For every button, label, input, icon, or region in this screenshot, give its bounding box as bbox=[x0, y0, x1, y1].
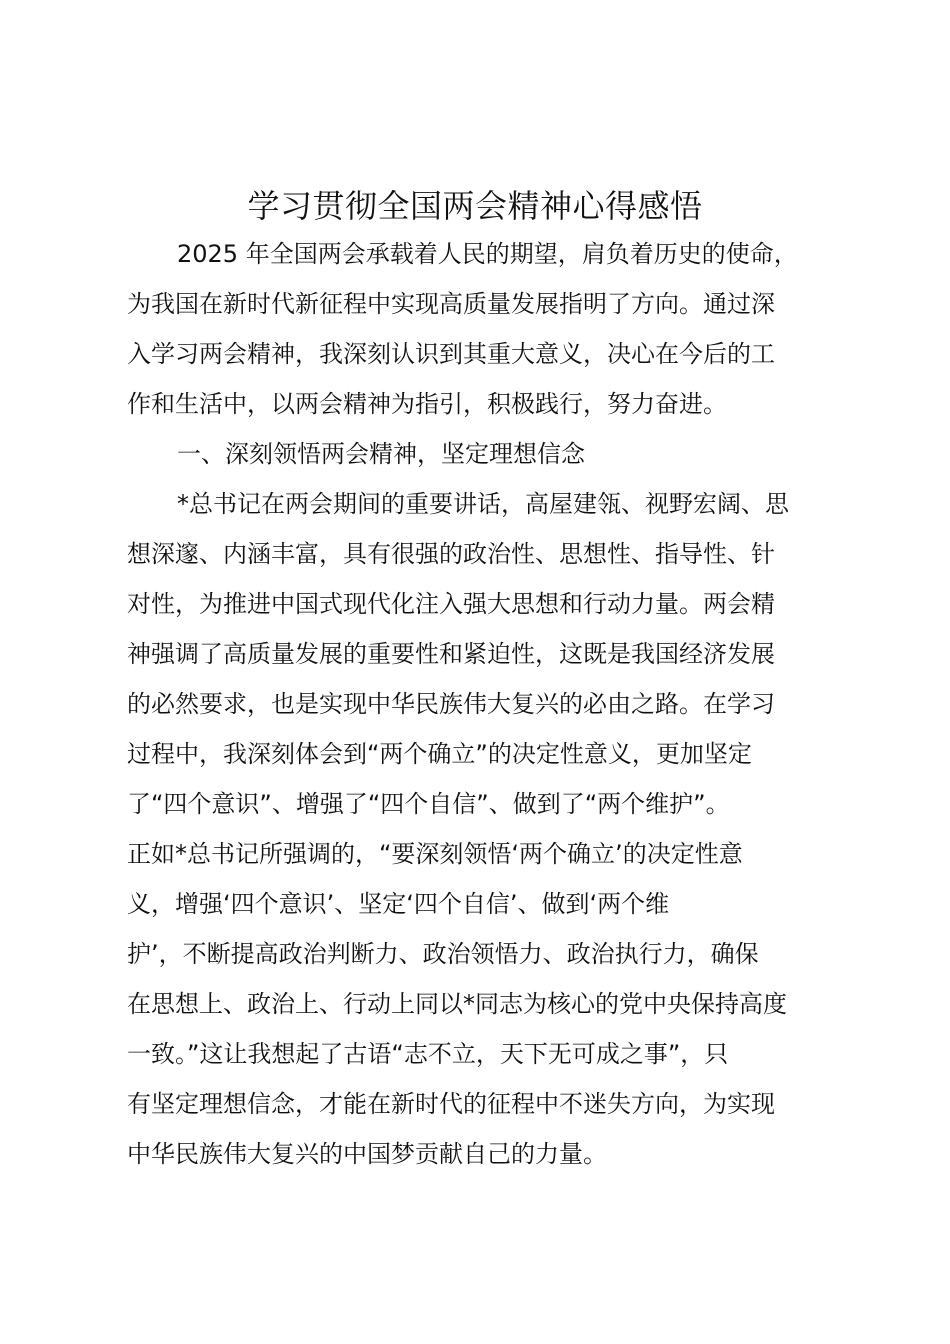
paragraph-2-line-1: *总书记在两会期间的重要讲话，高屋建瓴、视野宏阔、思 bbox=[177, 490, 789, 518]
paragraph-2-line-6: 过程中，我深刻体会到“两个确立”的决定性意义，更加坚定 bbox=[127, 740, 752, 768]
paragraph-2-line-5: 的必然要求，也是实现中华民族伟大复兴的必由之路。在学习 bbox=[127, 690, 775, 718]
paragraph-1-line-1: 2025 年全国两会承载着人民的期望，肩负着历史的使命， bbox=[177, 240, 798, 268]
paragraph-2-line-14: 中华民族伟大复兴的中国梦贡献自己的力量。 bbox=[127, 1140, 607, 1168]
paragraph-2-line-10: 护’，不断提高政治判断力、政治领悟力、政治执行力，确保 bbox=[127, 940, 759, 968]
paragraph-2-line-2: 想深邃、内涵丰富，具有很强的政治性、思想性、指导性、针 bbox=[127, 540, 775, 568]
paragraph-2-line-8: 正如*总书记所强调的，“要深刻领悟‘两个确立’的决定性意 bbox=[127, 840, 743, 868]
paragraph-2-line-11: 在思想上、政治上、行动上同以*同志为核心的党中央保持高度 bbox=[127, 990, 787, 1018]
section-heading-1: 一、深刻领悟两会精神，坚定理想信念 bbox=[177, 440, 585, 468]
paragraph-2-line-12: 一致。”这让我想起了古语“志不立，天下无可成之事”，只 bbox=[127, 1040, 729, 1068]
paragraph-2-line-4: 神强调了高质量发展的重要性和紧迫性，这既是我国经济发展 bbox=[127, 640, 775, 668]
paragraph-2-line-3: 对性，为推进中国式现代化注入强大思想和行动力量。两会精 bbox=[127, 590, 775, 618]
paragraph-2-line-7: 了“四个意识”、增强了“四个自信”、做到了“两个维护”。 bbox=[127, 790, 730, 818]
document-title: 学习贯彻全国两会精神心得感悟 bbox=[247, 187, 703, 225]
paragraph-1-line-4: 作和生活中，以两会精神为指引，积极践行，努力奋进。 bbox=[127, 390, 727, 418]
paragraph-1-line-3: 入学习两会精神，我深刻认识到其重大意义，决心在今后的工 bbox=[127, 340, 775, 368]
paragraph-2-line-13: 有坚定理想信念，才能在新时代的征程中不迷失方向，为实现 bbox=[127, 1090, 775, 1118]
paragraph-1-line-2: 为我国在新时代新征程中实现高质量发展指明了方向。通过深 bbox=[127, 290, 775, 318]
paragraph-2-line-9: 义，增强‘四个意识’、坚定‘四个自信’、做到‘两个维 bbox=[127, 890, 670, 918]
